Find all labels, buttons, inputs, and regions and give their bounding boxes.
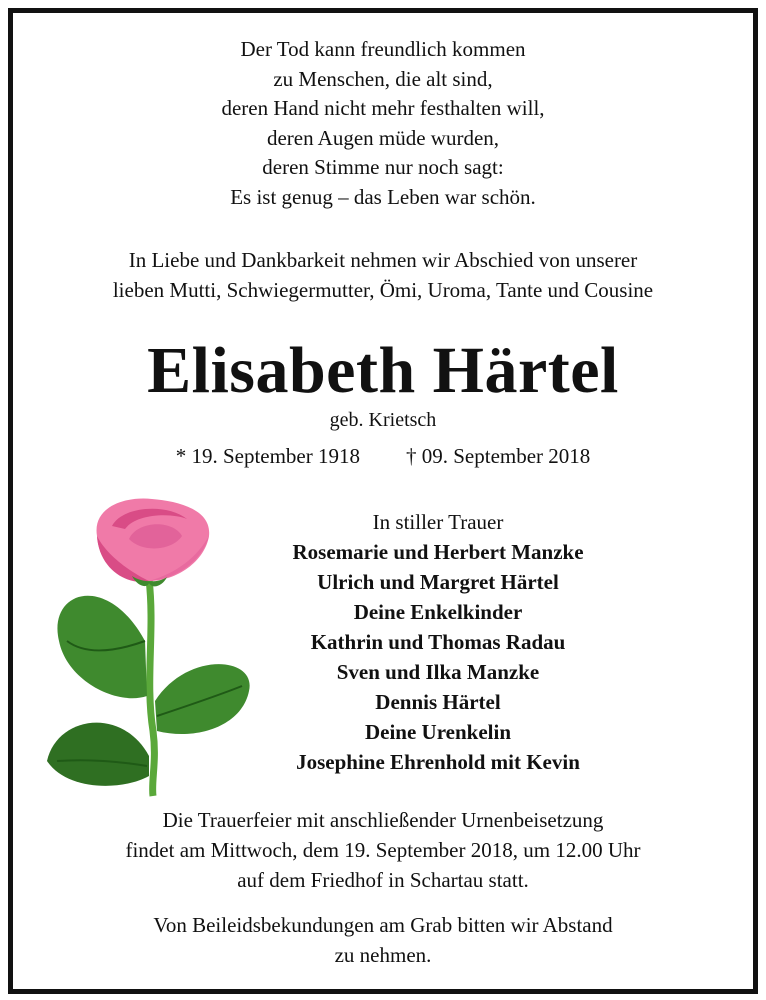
poem-line: Es ist genug – das Leben war schön.	[230, 184, 536, 209]
list-item: Ulrich und Margret Härtel	[317, 570, 559, 594]
note-line: Von Beileidsbekundungen am Grab bitten wir Abstand	[153, 913, 613, 937]
list-item: Dennis Härtel	[375, 690, 501, 714]
mourners-heading: In stiller Trauer	[372, 510, 504, 534]
maiden-name: geb. Krietsch	[329, 409, 437, 431]
obituary-frame	[8, 8, 758, 994]
list-item: Rosemarie und Herbert Manzke	[292, 540, 584, 564]
poem	[13, 35, 753, 212]
deceased-name: Elisabeth Härtel	[147, 334, 619, 407]
poem-line: zu Menschen, die alt sind,	[273, 66, 493, 91]
note-line: zu nehmen.	[334, 943, 432, 967]
condolence-note	[13, 910, 753, 970]
list-item: Sven und Ilka Manzke	[336, 660, 540, 684]
rose-icon	[37, 491, 257, 801]
intro-line: lieben Mutti, Schwiegermutter, Ömi, Uroma, Tante und Cousine	[112, 278, 654, 302]
list-item: Deine Enkelkinder	[353, 600, 523, 624]
list-item: Deine Urenkelin	[364, 720, 512, 744]
death-date: † 09. September 2018	[406, 444, 591, 468]
poem-line: deren Hand nicht mehr festhalten will,	[221, 96, 545, 120]
funeral-line: findet am Mittwoch, dem 19. September 2018, um 12.00 Uhr	[125, 838, 641, 862]
life-dates	[13, 441, 753, 471]
farewell-intro	[13, 245, 753, 305]
list-item: Kathrin und Thomas Radau	[310, 630, 566, 654]
list-item: Josephine Ehrenhold mit Kevin	[296, 750, 580, 774]
funeral-line: Die Trauerfeier mit anschließender Urnenbeisetzung	[162, 808, 604, 832]
poem-line: deren Stimme nur noch sagt:	[262, 155, 504, 179]
mourners-list	[283, 507, 593, 777]
poem-line: deren Augen müde wurden,	[266, 125, 500, 150]
poem-line: Der Tod kann freundlich kommen	[240, 37, 526, 61]
birth-date: * 19. September 1918	[175, 444, 360, 468]
funeral-info	[13, 805, 753, 895]
funeral-line: auf dem Friedhof in Schartau statt.	[237, 868, 529, 892]
intro-line: In Liebe und Dankbarkeit nehmen wir Abschied von unserer	[128, 248, 638, 272]
